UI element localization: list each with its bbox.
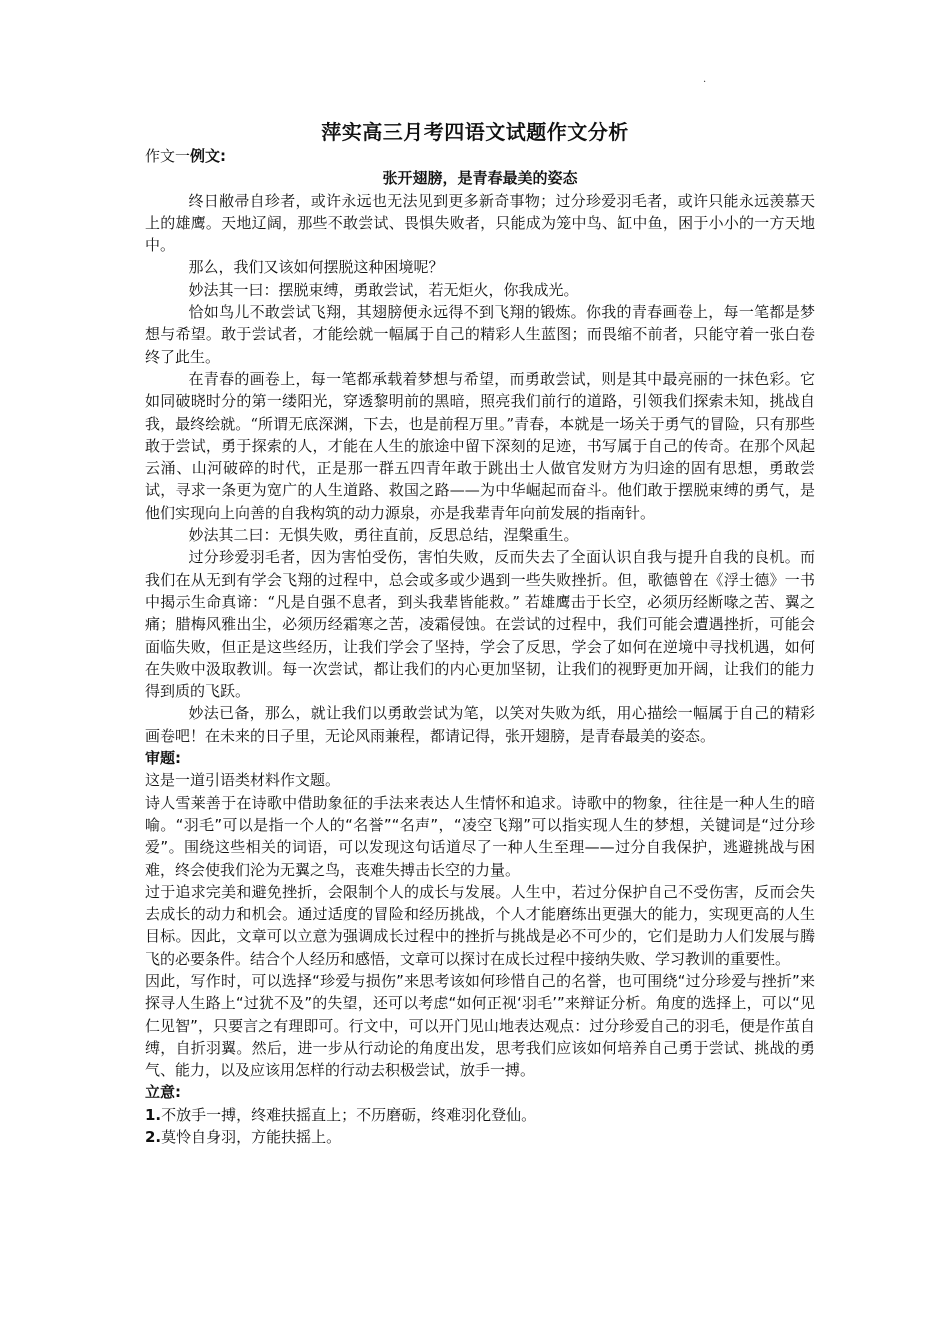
essay-paragraph: 妙法其二曰：无惧失败，勇往直前，反思总结，涅槃重生。 bbox=[188, 526, 579, 545]
idea-number: 1. bbox=[145, 1105, 162, 1124]
analysis-paragraph: 诗人雪莱善于在诗歌中借助象征的手法来表达人生情怀和追求。诗歌中的物象，往往是一种人生的暗喻。“羽毛”可以是指一个人的“名誉”“名声”，“凌空飞翔”可以指实现人生的梦想，关键词是“过分珍爱”。围绕这些相关的词语，可以发现这句话道尽了一种人生至理——过分自我保护，逃避挑战与困难，终会使我们沦为无翼之鸟，丧难失搏击长空的力量。 bbox=[145, 793, 815, 879]
idea-item bbox=[145, 1104, 815, 1126]
document-body bbox=[145, 145, 815, 1148]
essay-label-prefix: 作文一 bbox=[145, 147, 191, 165]
essay-paragraph: 恰如鸟儿不敢尝试飞翔，其翅膀便永远得不到飞翔的锻炼。你我的青春画卷上，每一笔都是梦想与希望。敢于尝试者，才能绘就一幅属于自己的精彩人生蓝图；而畏缩不前者，只能守着一张白卷终了此生。 bbox=[145, 303, 815, 366]
essay-paragraph: 那么，我们又该如何摆脱这种困境呢？ bbox=[188, 258, 444, 277]
idea-text: 莫怜自身羽，方能扶摇上。 bbox=[161, 1128, 342, 1147]
essay-paragraph: 妙法其一曰：摆脱束缚，勇敢尝试，若无炬火，你我成光。 bbox=[188, 280, 579, 299]
essay-paragraph: 妙法已备，那么，就让我们以勇敢尝试为笔，以笑对失败为纸，用心描绘一幅属于自己的精彩画卷吧！在未来的日子里，无论风雨兼程，都请记得，张开翅膀，是青春最美的姿态。 bbox=[145, 704, 815, 745]
analysis-paragraph: 过于追求完美和避免挫折，会限制个人的成长与发展。人生中，若过分保护自己不受伤害，反而会失去成长的动力和机会。通过适度的冒险和经历挑战，个人才能磨练出更强大的能力，实现更高的人生目标。因此，文章可以立意为强调成长过程中的挫折与挑战是必不可少的，它们是助力人们发展与腾飞的必要条件。结合个人经历和感悟，文章可以探讨在成长过程中接纳失败、学习教训的重要性。 bbox=[145, 882, 815, 968]
analysis-paragraph: 因此，写作时，可以选择“珍爱与损伤”来思考该如何珍惜自己的名誉，也可围绕“过分珍爱与挫折”来探寻人生路上“过犹不及”的失望，还可以考虑“如何正视‘羽毛’”来辩证分析。角度的选择上，可以“见仁见智”，只要言之有理即可。行文中，可以开门见山地表达观点：过分珍爱自己的羽毛，便是作茧自缚，自折羽翼。然后，进一步从行动论的角度出发，思考我们应该如何培养自己勇于尝试、挑战的勇气、能力，以及应该用怎样的行动去积极尝试，放手一搏。 bbox=[145, 971, 815, 1080]
idea-item bbox=[145, 1126, 815, 1148]
essay-label bbox=[145, 145, 815, 167]
idea-text: 不放手一搏，终难扶摇直上；不历磨砺，终难羽化登仙。 bbox=[161, 1105, 537, 1124]
document-title: 萍实高三月考四语文试题作文分析 bbox=[321, 120, 629, 144]
essay-label-bold: 例文: bbox=[190, 147, 227, 165]
analysis-paragraph: 这是一道引语类材料作文题。 bbox=[145, 771, 341, 790]
essay-title: 张开翅膀，是青春最美的姿态 bbox=[382, 169, 578, 188]
analysis-heading: 审题: bbox=[145, 749, 181, 768]
essay-paragraph: 终日敝帚自珍者，或许永远也无法见到更多新奇事物；过分珍爱羽毛者，或许只能永远羡慕天上的雄鹰。天地辽阔，那些不敢尝试、畏惧失败者，只能成为笼中鸟、缸中鱼，困于小小的一方天地中。 bbox=[145, 191, 815, 255]
essay-paragraph: 在青春的画卷上，每一笔都承载着梦想与希望，而勇敢尝试，则是其中最亮丽的一抹色彩。它如同破晓时分的第一缕阳光，穿透黎明前的黑暗，照亮我们前行的道路，引领我们探索未知，挑战自我，最终绘就。“所谓无底深渊，下去，也是前程万里。”青春，本就是一场关于勇气的冒险，只有那些敢于尝试，勇于探索的人，才能在人生的旅途中留下深刻的足迹，书写属于自己的传奇。在那个风起云涌、山河破碎的时代，正是那一群五四青年敢于跳出士人做官发财方为归途的固有思想，勇敢尝试，寻求一条更为宽广的人生道路、救国之路——为中华崛起而奋斗。他们敢于摆脱束缚的勇气，是他们实现向上向善的自我构筑的动力源泉，亦是我辈青年向前发展的指南针。 bbox=[145, 369, 815, 522]
ideas-heading: 立意: bbox=[145, 1083, 181, 1102]
corner-mark: . bbox=[703, 74, 707, 85]
essay-paragraph: 过分珍爱羽毛者，因为害怕受伤，害怕失败，反而失去了全面认识自我与提升自我的良机。而我们在从无到有学会飞翔的过程中，总会或多或少遇到一些失败挫折。但，歌德曾在《浮士德》一书中揭示生命真谛：“凡是自强不息者，到头我辈皆能救。” 若雄鹰击于长空，必须历经断喙之苦、翼之痛；腊梅风雅出尘，必须历经霜寒之苦，凌霜侵蚀。在尝试的过程中，我们可能会遭遇挫折，可能会面临失败，但正是这些经历，让我们学会了坚持，学会了反思，学会了如何在逆境中寻找机遇，如何在失败中汲取教训。每一次尝试，都让我们的内心更加坚韧，让我们的视野更加开阔，让我们的能力得到质的飞跃。 bbox=[145, 548, 815, 701]
idea-number: 2. bbox=[145, 1128, 162, 1147]
